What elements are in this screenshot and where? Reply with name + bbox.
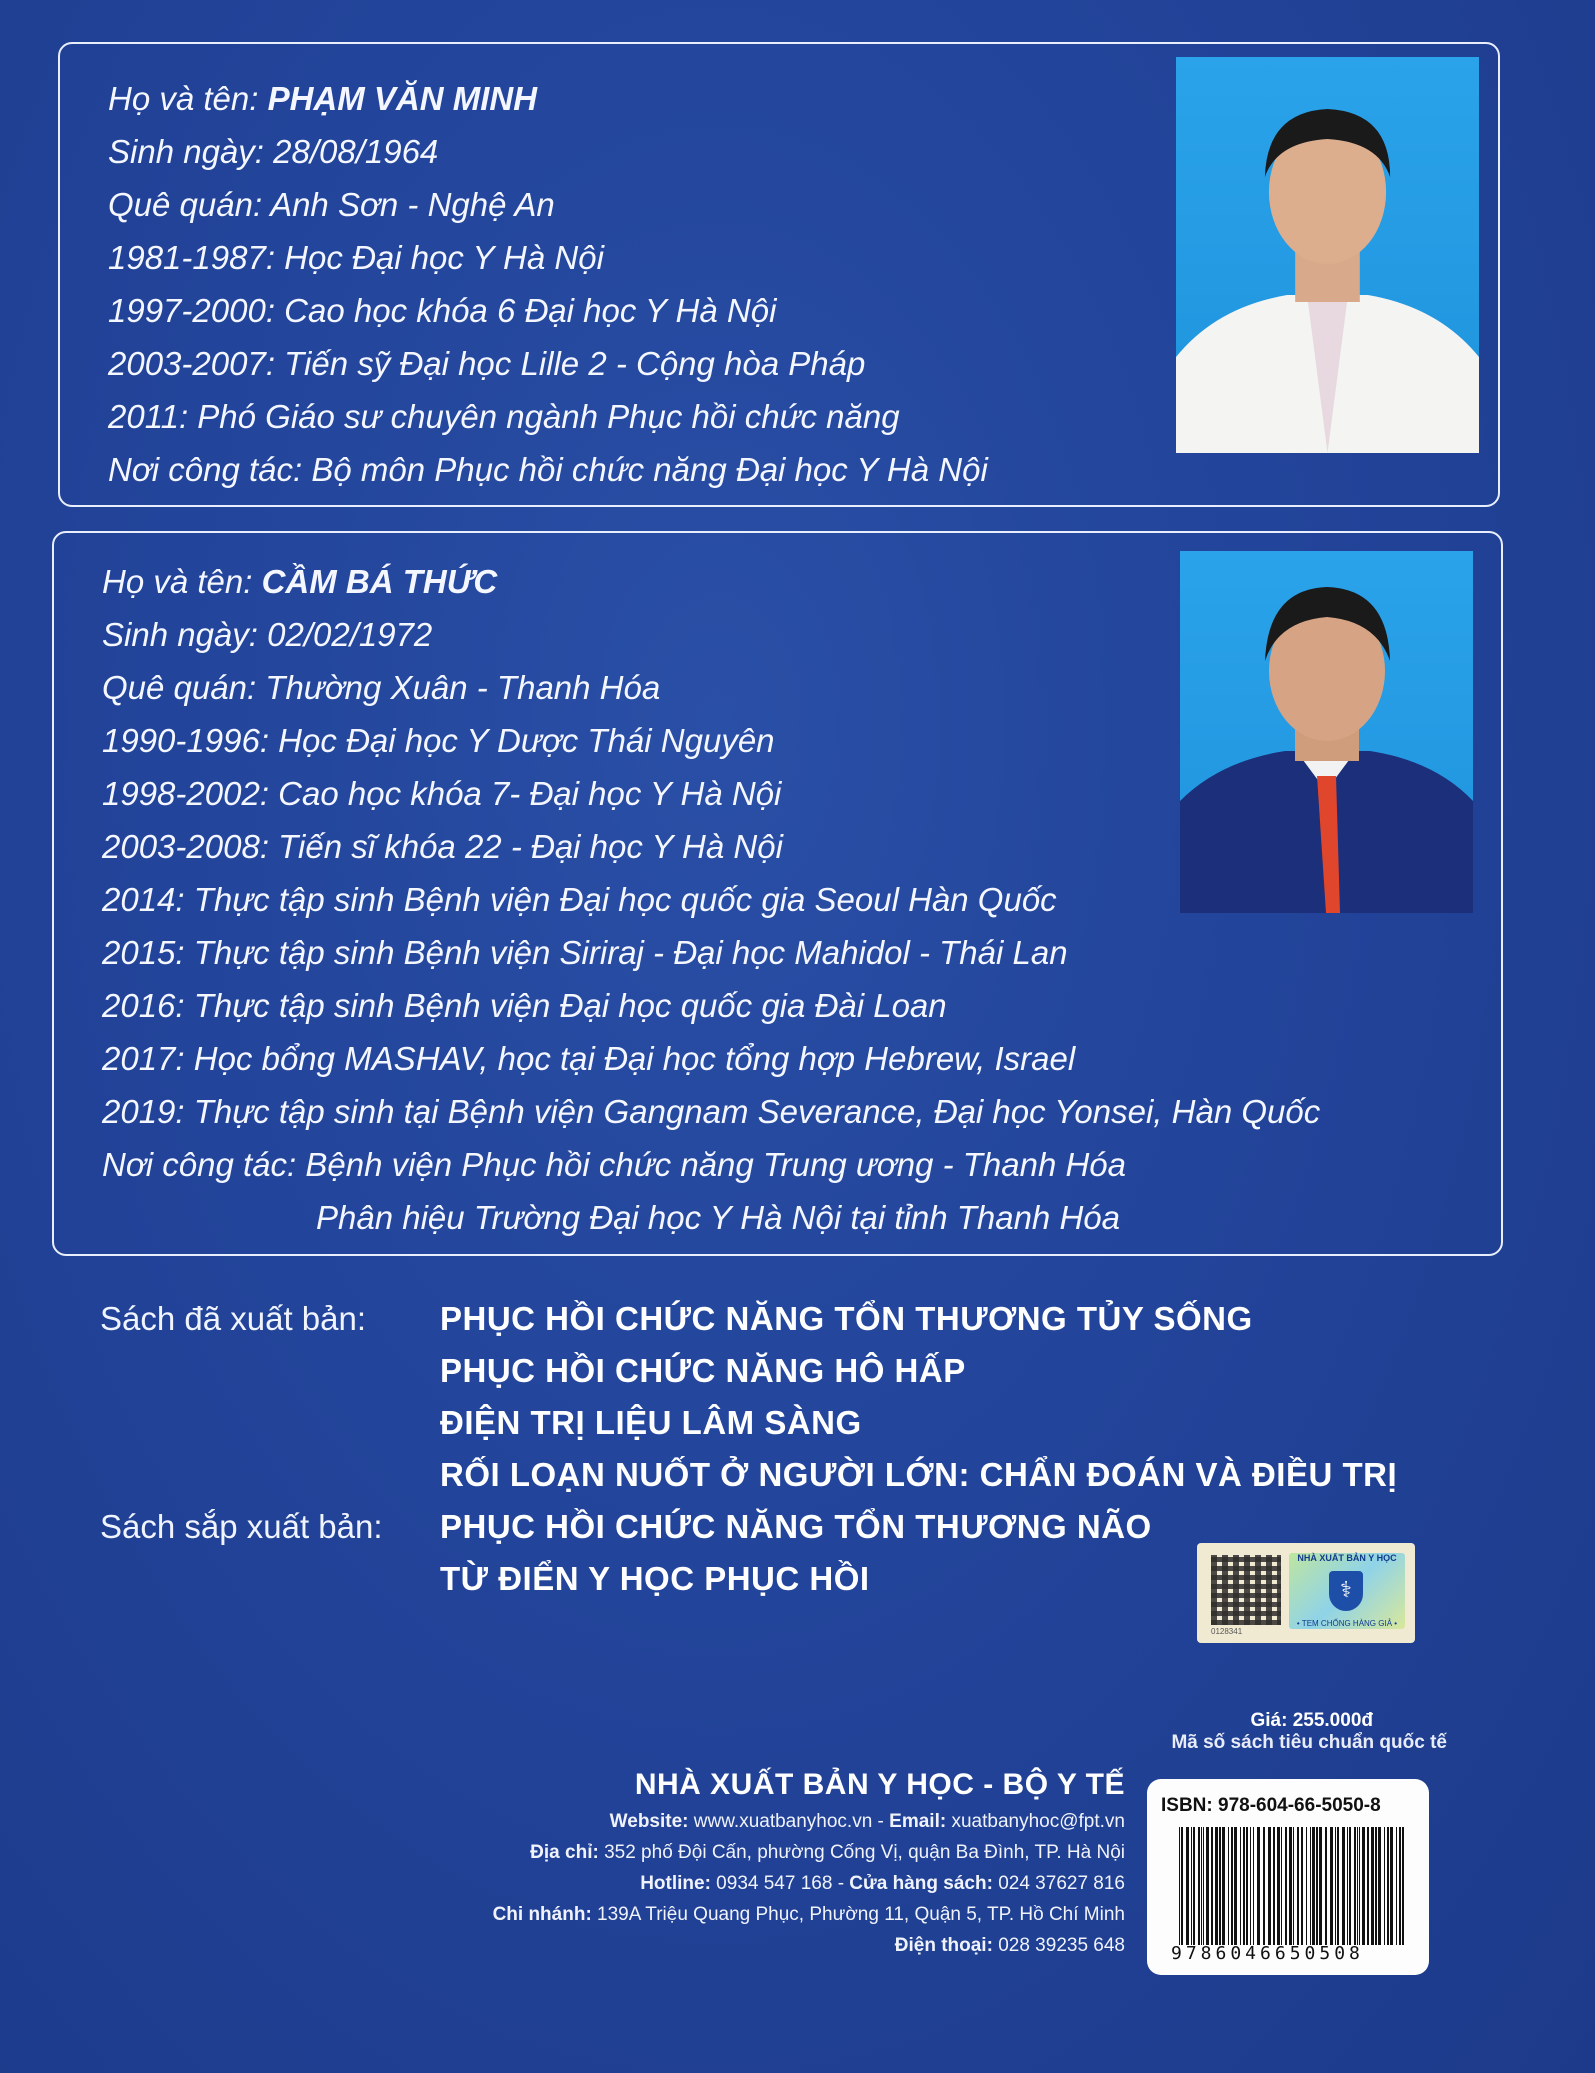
barcode-bar: [1201, 1827, 1202, 1945]
author-2-details: [102, 555, 1320, 1244]
barcode-bar: [1357, 1827, 1358, 1945]
barcode-bar: [1325, 1827, 1327, 1945]
email: xuatbanyhoc@fpt.vn: [946, 1811, 1125, 1832]
barcode-bar: [1273, 1827, 1275, 1945]
barcode-bar: [1347, 1827, 1348, 1945]
author-1-edu-3: 2003-2007: Tiến sỹ Đại học Lille 2 - Cộng hòa Pháp: [108, 345, 866, 382]
qr-code-icon: [1211, 1555, 1281, 1625]
publisher-hotline: Hotline: 0934 547 168 - Cửa hàng sách: 024 37627 816: [640, 1873, 1125, 1894]
author-1-hometown: Quê quán: Anh Sơn - Nghệ An: [108, 186, 555, 223]
barcode-bar: [1246, 1827, 1248, 1945]
upcoming-book: TỪ ĐIỂN Y HỌC PHỤC HỒI: [440, 1560, 870, 1597]
author-1-details: [108, 72, 988, 496]
barcode-bar: [1319, 1827, 1322, 1945]
sticker-caption: • TEM CHỐNG HÀNG GIẢ •: [1296, 1619, 1398, 1628]
barcode-bar: [1375, 1827, 1377, 1945]
author-1-photo: [1176, 57, 1479, 453]
isbn-number: ISBN: 978-604-66-5050-8: [1161, 1795, 1381, 1816]
barcode-bar: [1186, 1827, 1189, 1945]
publisher-branch: Chi nhánh: 139A Triệu Quang Phục, Phường 11, Quận 5, TP. Hồ Chí Minh: [492, 1904, 1125, 1925]
upcoming-list: [440, 1501, 1152, 1605]
published-books: [100, 1293, 1397, 1501]
author-2-scholarship: 2017: Học bổng MASHAV, học tại Đại học tổng hợp Hebrew, Israel: [102, 1040, 1076, 1077]
barcode-bar: [1402, 1827, 1404, 1945]
author-2-birth: Sinh ngày: 02/02/1972: [102, 616, 433, 653]
published-list: [440, 1293, 1397, 1501]
barcode-bar: [1193, 1827, 1195, 1945]
barcode-bar: [1316, 1827, 1318, 1945]
barcode-bar: [1384, 1827, 1385, 1945]
publisher-phone: Điện thoại: 028 39235 648: [894, 1935, 1125, 1956]
author-1-workplace: Nơi công tác: Bộ môn Phục hồi chức năng Đại học Y Hà Nội: [108, 451, 988, 488]
isbn-description: Mã số sách tiêu chuẩn quốc tế: [1171, 1732, 1447, 1753]
barcode-bar: [1399, 1827, 1401, 1945]
author-1-name: PHẠM VĂN MINH: [267, 80, 538, 117]
author-2-edu-1: 1990-1996: Học Đại học Y Dược Thái Nguyên: [102, 722, 775, 759]
caduceus-icon: ⚕: [1329, 1571, 1363, 1611]
author-card-2: [52, 531, 1503, 1256]
barcode-bar: [1396, 1827, 1397, 1945]
author-2-name-line: Họ và tên: CẦM BÁ THỨC: [102, 563, 498, 600]
barcode-bar: [1301, 1827, 1303, 1945]
barcode-bar: [1330, 1827, 1333, 1945]
published-book: PHỤC HỒI CHỨC NĂNG TỔN THƯƠNG TỦY SỐNG: [440, 1300, 1253, 1337]
author-2-workplace-2: Phân hiệu Trường Đại học Y Hà Nội tại tỉnh Thanh Hóa: [316, 1199, 1120, 1236]
barcode-bar: [1250, 1827, 1251, 1945]
barcode-bar: [1306, 1827, 1307, 1945]
author-2-edu-3: 2003-2008: Tiến sĩ khóa 22 - Đại học Y Hà Nội: [102, 828, 783, 865]
publisher-web-email: Website: www.xuatbanyhoc.vn - Email: xuatbanyhoc@fpt.vn: [609, 1811, 1125, 1832]
published-book: PHỤC HỒI CHỨC NĂNG HÔ HẤP: [440, 1352, 966, 1389]
author-2-internship-4: 2019: Thực tập sinh tại Bệnh viện Gangnam Severance, Đại học Yonsei, Hàn Quốc: [102, 1093, 1321, 1130]
author-2-name: CẦM BÁ THỨC: [261, 563, 498, 600]
author-1-edu-1: 1981-1987: Học Đại học Y Hà Nội: [108, 239, 604, 276]
barcode-bar: [1297, 1827, 1299, 1945]
published-book: RỐI LOẠN NUỐT Ở NGƯỜI LỚN: CHẨN ĐOÁN VÀ ĐIỀU TRỊ: [440, 1456, 1398, 1493]
author-2-photo: [1180, 551, 1473, 913]
barcode-bar: [1234, 1827, 1237, 1945]
barcode-bar: [1215, 1827, 1218, 1945]
barcode-digits: 9786046650508: [1171, 1943, 1364, 1964]
barcode-bar: [1268, 1827, 1271, 1945]
barcode-bar: [1335, 1827, 1336, 1945]
author-card-1: [58, 42, 1500, 507]
barcode-bar: [1231, 1827, 1233, 1945]
barcode-bar: [1371, 1827, 1374, 1945]
barcode-bar: [1387, 1827, 1389, 1945]
barcode-bar: [1293, 1827, 1294, 1945]
barcode-bar: [1277, 1827, 1280, 1945]
isbn-card: [1147, 1779, 1429, 1975]
barcode-bar: [1362, 1827, 1365, 1945]
price-block: [1171, 1710, 1447, 1754]
publisher-info: [493, 1768, 1125, 1961]
publisher-name: NHÀ XUẤT BẢN Y HỌC - BỘ Y TẾ: [634, 1768, 1125, 1801]
barcode-bar: [1179, 1827, 1180, 1945]
barcode-bar: [1203, 1827, 1204, 1945]
barcode-bar: [1263, 1827, 1265, 1945]
barcode-bar: [1281, 1827, 1282, 1945]
barcode-bar: [1289, 1827, 1292, 1945]
author-2-internship-3: 2016: Thực tập sinh Bệnh viện Đại học quốc gia Đài Loan: [102, 987, 947, 1024]
barcode-bar: [1349, 1827, 1351, 1945]
barcode-bar: [1228, 1827, 1229, 1945]
barcode: [1177, 1827, 1407, 1945]
author-2-hometown: Quê quán: Thường Xuân - Thanh Hóa: [102, 669, 661, 706]
barcode-bar: [1206, 1827, 1209, 1945]
barcode-bar: [1342, 1827, 1345, 1945]
barcode-bar: [1211, 1827, 1213, 1945]
barcode-bar: [1219, 1827, 1221, 1945]
barcode-bar: [1390, 1827, 1393, 1945]
author-1-edu-2: 1997-2000: Cao học khóa 6 Đại học Y Hà Nội: [108, 292, 777, 329]
upcoming-book: PHỤC HỒI CHỨC NĂNG TỔN THƯƠNG NÃO: [440, 1508, 1152, 1545]
published-book: ĐIỆN TRỊ LIỆU LÂM SÀNG: [440, 1404, 862, 1441]
barcode-bar: [1285, 1827, 1287, 1945]
barcode-bar: [1253, 1827, 1254, 1945]
barcode-bar: [1378, 1827, 1381, 1945]
price: Giá: 255.000đ: [1250, 1710, 1373, 1731]
barcode-bar: [1354, 1827, 1356, 1945]
author-1-title: 2011: Phó Giáo sư chuyên ngành Phục hồi chức năng: [108, 398, 900, 435]
barcode-bar: [1191, 1827, 1192, 1945]
barcode-bar: [1181, 1827, 1183, 1945]
barcode-bar: [1222, 1827, 1225, 1945]
author-2-internship-1: 2014: Thực tập sinh Bệnh viện Đại học quốc gia Seoul Hàn Quốc: [102, 881, 1057, 918]
sticker-publisher: NHÀ XUẤT BẢN Y HỌC: [1297, 1553, 1397, 1563]
upcoming-label: Sách sắp xuất bản:: [100, 1508, 383, 1545]
barcode-bar: [1359, 1827, 1360, 1945]
sticker-number: 0128341: [1211, 1627, 1243, 1636]
anti-counterfeit-sticker: [1197, 1543, 1415, 1643]
barcode-bar: [1367, 1827, 1369, 1945]
barcode-bar: [1310, 1827, 1311, 1945]
barcode-bar: [1240, 1827, 1241, 1945]
publisher-address: Địa chỉ: 352 phố Đội Cấn, phường Cống Vị, quận Ba Đình, TP. Hà Nội: [530, 1842, 1125, 1863]
published-label: Sách đã xuất bản:: [100, 1300, 367, 1337]
author-2-workplace: Nơi công tác: Bệnh viện Phục hồi chức năng Trung ương - Thanh Hóa: [102, 1146, 1127, 1183]
author-1-birth: Sinh ngày: 28/08/1964: [108, 133, 439, 170]
barcode-bar: [1198, 1827, 1200, 1945]
website: www.xuatbanyhoc.vn -: [688, 1811, 890, 1832]
barcode-bar: [1243, 1827, 1245, 1945]
barcode-bar: [1257, 1827, 1260, 1945]
barcode-bar: [1312, 1827, 1315, 1945]
author-1-name-line: Họ và tên: PHẠM VĂN MINH: [108, 80, 538, 117]
barcode-bar: [1337, 1827, 1339, 1945]
author-2-internship-2: 2015: Thực tập sinh Bệnh viện Siriraj - Đại học Mahidol - Thái Lan: [102, 934, 1068, 971]
author-2-edu-2: 1998-2002: Cao học khóa 7- Đại học Y Hà Nội: [102, 775, 782, 812]
